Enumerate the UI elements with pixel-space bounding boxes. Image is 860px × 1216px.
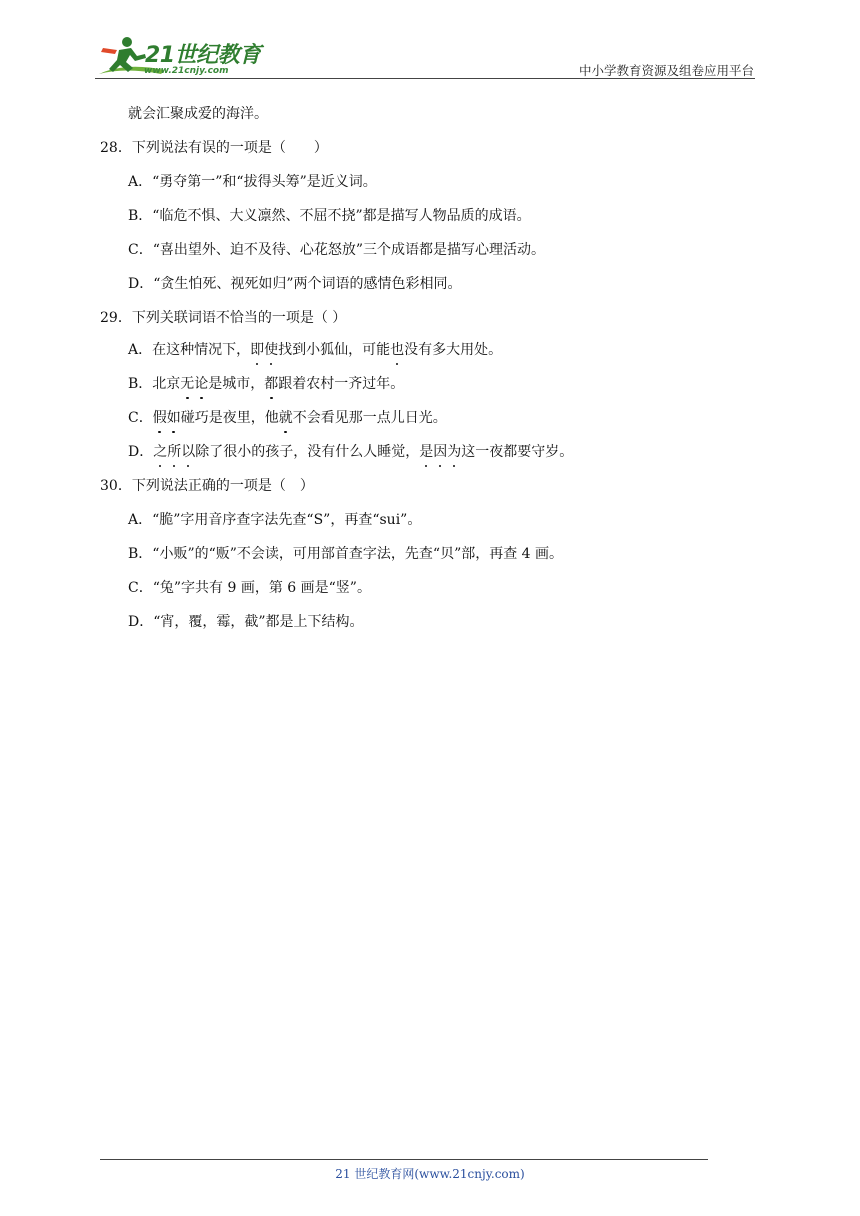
emphasis-char: 也 [390, 342, 405, 358]
header-divider [95, 78, 755, 79]
question-29-option-c: C．假如碰巧是夜里，他就不会看见那一点儿日光。 [128, 410, 447, 426]
logo-url: www.21cnjy.com [144, 66, 229, 76]
question-28-option-c: C．“喜出望外、迫不及待、心花怒放”三个成语都是描写心理活动。 [128, 242, 546, 258]
question-28-option-b: B．“临危不惧、大义凛然、不屈不挠”都是描写人物品质的成语。 [128, 208, 531, 224]
question-30-option-a: A．“脆”字用音序查字法先查“S”，再查“sui”。 [128, 512, 422, 528]
footer-text: 21 世纪教育网(www.21cnjy.com) [335, 1167, 525, 1181]
question-29-stem: 29．下列关联词语不恰当的一项是（ ） [100, 310, 347, 326]
question-29-option-b: B．北京无论是城市，都跟着农村一齐过年。 [128, 376, 405, 392]
emphasis-char: 论 [194, 376, 209, 392]
site-tagline: 中小学教育资源及组卷应用平台 [578, 63, 754, 78]
question-29-option-a: A．在这种情况下，即使找到小狐仙，可能也没有多大用处。 [128, 342, 503, 358]
question-28-option-d: D．“贪生怕死、视死如归”两个词语的感情色彩相同。 [128, 276, 462, 292]
emphasis-char: 为 [447, 444, 462, 460]
question-30-stem: 30．下列说法正确的一项是（ ） [100, 478, 314, 494]
emphasis-char: 之 [153, 444, 168, 460]
emphasis-char: 因 [433, 444, 448, 460]
emphasis-char: 无 [180, 376, 195, 392]
emphasis-char: 即 [250, 342, 265, 358]
footer-divider [100, 1159, 708, 1160]
emphasis-char: 都 [264, 376, 279, 392]
question-30-option-c: C．“兔”字共有 9 画，第 6 画是“竖”。 [128, 580, 371, 596]
emphasis-char: 就 [278, 410, 293, 426]
emphasis-char: 是 [419, 444, 434, 460]
question-28-stem: 28．下列说法有误的一项是（ ） [100, 140, 328, 156]
question-28-option-a: A．“勇夺第一”和“拔得头筹”是近义词。 [128, 174, 377, 190]
continuation-text: 就会汇聚成爱的海洋。 [128, 106, 268, 122]
question-30-option-b: B．“小贩”的“贩”不会读，可用部首查字法，先查“贝”部，再查 4 画。 [128, 546, 564, 562]
emphasis-char: 使 [264, 342, 279, 358]
emphasis-char: 所 [167, 444, 182, 460]
emphasis-char: 假 [152, 410, 167, 426]
emphasis-char: 如 [166, 410, 181, 426]
question-29-option-d: D．之所以除了很小的孩子，没有什么人睡觉，是因为这一夜都要守岁。 [128, 444, 574, 460]
page-header [0, 0, 860, 90]
emphasis-char: 以 [181, 444, 196, 460]
logo-text: 21世纪教育 [145, 43, 261, 68]
question-30-option-d: D．“宵，覆，霉，截”都是上下结构。 [128, 614, 364, 630]
